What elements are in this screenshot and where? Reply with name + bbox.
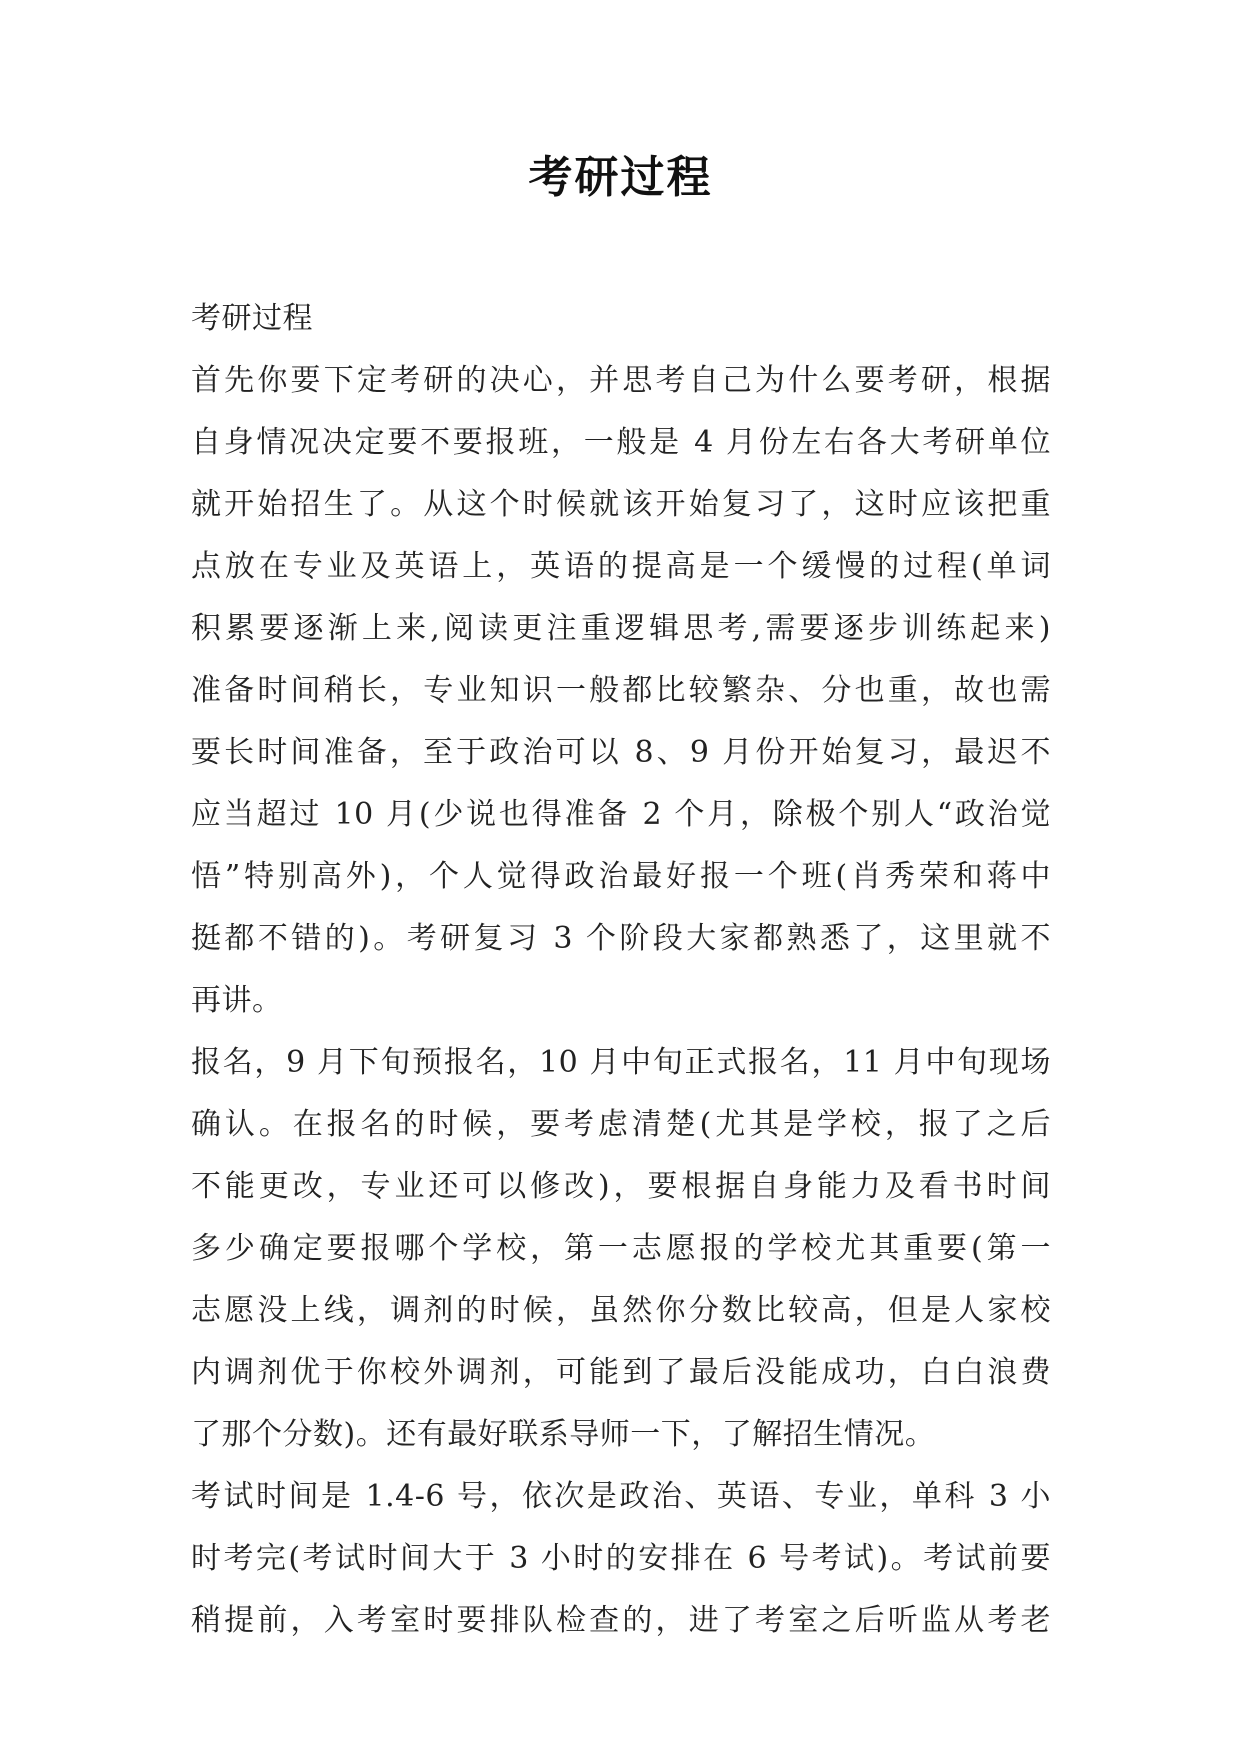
text-line: 就开始招生了。从这个时候就该开始复习了，这时应该把重 [191,487,1051,522]
subheading: 考研过程 [191,301,313,336]
text-line: 确认。在报名的时候，要考虑清楚(尤其是学校，报了之后 [191,1107,1051,1142]
text-line: 时考完(考试时间大于 3 小时的安排在 6 号考试)。考试前要 [191,1541,1051,1576]
text-line: 积累要逐渐上来,阅读更注重逻辑思考,需要逐步训练起来) [191,611,1051,646]
text-line: 自身情况决定要不要报班，一般是 4 月份左右各大考研单位 [191,425,1051,460]
text-line: 多少确定要报哪个学校，第一志愿报的学校尤其重要(第一 [191,1231,1051,1266]
text-line: 应当超过 10 月(少说也得准备 2 个月，除极个别人“政治觉 [191,797,1051,832]
text-line: 报名，9 月下旬预报名，10 月中旬正式报名，11 月中旬现场 [191,1045,1051,1080]
text-line: 志愿没上线，调剂的时候，虽然你分数比较高，但是人家校 [191,1293,1051,1328]
text-line: 再讲。 [191,983,283,1018]
text-line: 悟”特别高外)，个人觉得政治最好报一个班(肖秀荣和蒋中 [191,859,1051,894]
document-body [191,288,1051,1652]
text-line: 不能更改，专业还可以修改)，要根据自身能力及看书时间 [191,1169,1051,1204]
text-line: 准备时间稍长，专业知识一般都比较繁杂、分也重，故也需 [191,673,1051,708]
text-line: 挺都不错的)。考研复习 3 个阶段大家都熟悉了，这里就不 [191,921,1051,956]
text-line: 内调剂优于你校外调剂，可能到了最后没能成功，白白浪费 [191,1355,1051,1390]
text-line: 要长时间准备，至于政治可以 8、9 月份开始复习，最迟不 [191,735,1051,770]
text-line: 考试时间是 1.4-6 号，依次是政治、英语、专业，单科 3 小 [191,1479,1051,1514]
text-line: 首先你要下定考研的决心，并思考自己为什么要考研，根据 [191,363,1051,398]
text-line: 稍提前，入考室时要排队检查的，进了考室之后听监从考老 [191,1603,1051,1638]
text-line: 点放在专业及英语上，英语的提高是一个缓慢的过程(单词 [191,549,1051,584]
page-title: 考研过程 [528,152,713,203]
text-line: 了那个分数)。还有最好联系导师一下，了解招生情况。 [191,1417,936,1452]
